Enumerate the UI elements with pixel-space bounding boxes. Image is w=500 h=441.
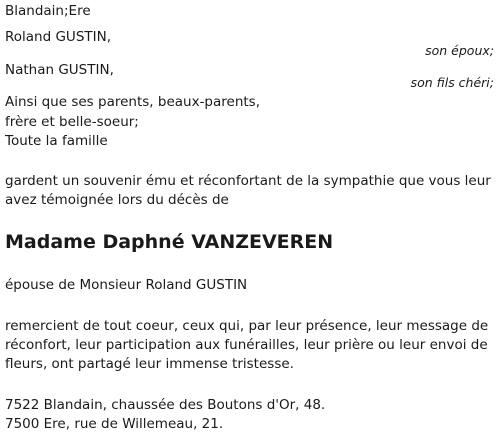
- relatives-line: frère et belle-soeur;: [5, 114, 139, 130]
- relatives-line: Ainsi que ses parents, beaux-parents,: [5, 94, 261, 110]
- gratitude-line: avez témoignée lors du décès de: [5, 192, 229, 208]
- relatives-line: Toute la famille: [5, 133, 108, 149]
- location-header: Blandain;Ere: [5, 3, 91, 19]
- spouse-line: épouse de Monsieur Roland GUSTIN: [5, 277, 248, 293]
- family-name-husband: Roland GUSTIN,: [5, 29, 112, 45]
- deceased-name: Madame Daphné VANZEVEREN: [5, 231, 334, 253]
- gratitude-line: gardent un souvenir ému et réconfortant de la sympathie que vous leur: [5, 173, 491, 189]
- thanks-line: fleurs, ont partagé leur immense tristesse.: [5, 356, 294, 372]
- thanks-line: remercient de tout coeur, ceux qui, par leur présence, leur message de: [5, 318, 489, 334]
- family-relation-husband: son époux;: [425, 43, 494, 58]
- family-relation-son: son fils chéri;: [410, 75, 494, 90]
- address-line: 7522 Blandain, chaussée des Boutons d'Or, 48.: [5, 397, 326, 413]
- address-line: 7500 Ere, rue de Willemeau, 21.: [5, 416, 224, 432]
- thanks-line: réconfort, leur participation aux funérailles, leur prière ou leur envoi de: [5, 337, 488, 353]
- family-name-son: Nathan GUSTIN,: [5, 62, 114, 78]
